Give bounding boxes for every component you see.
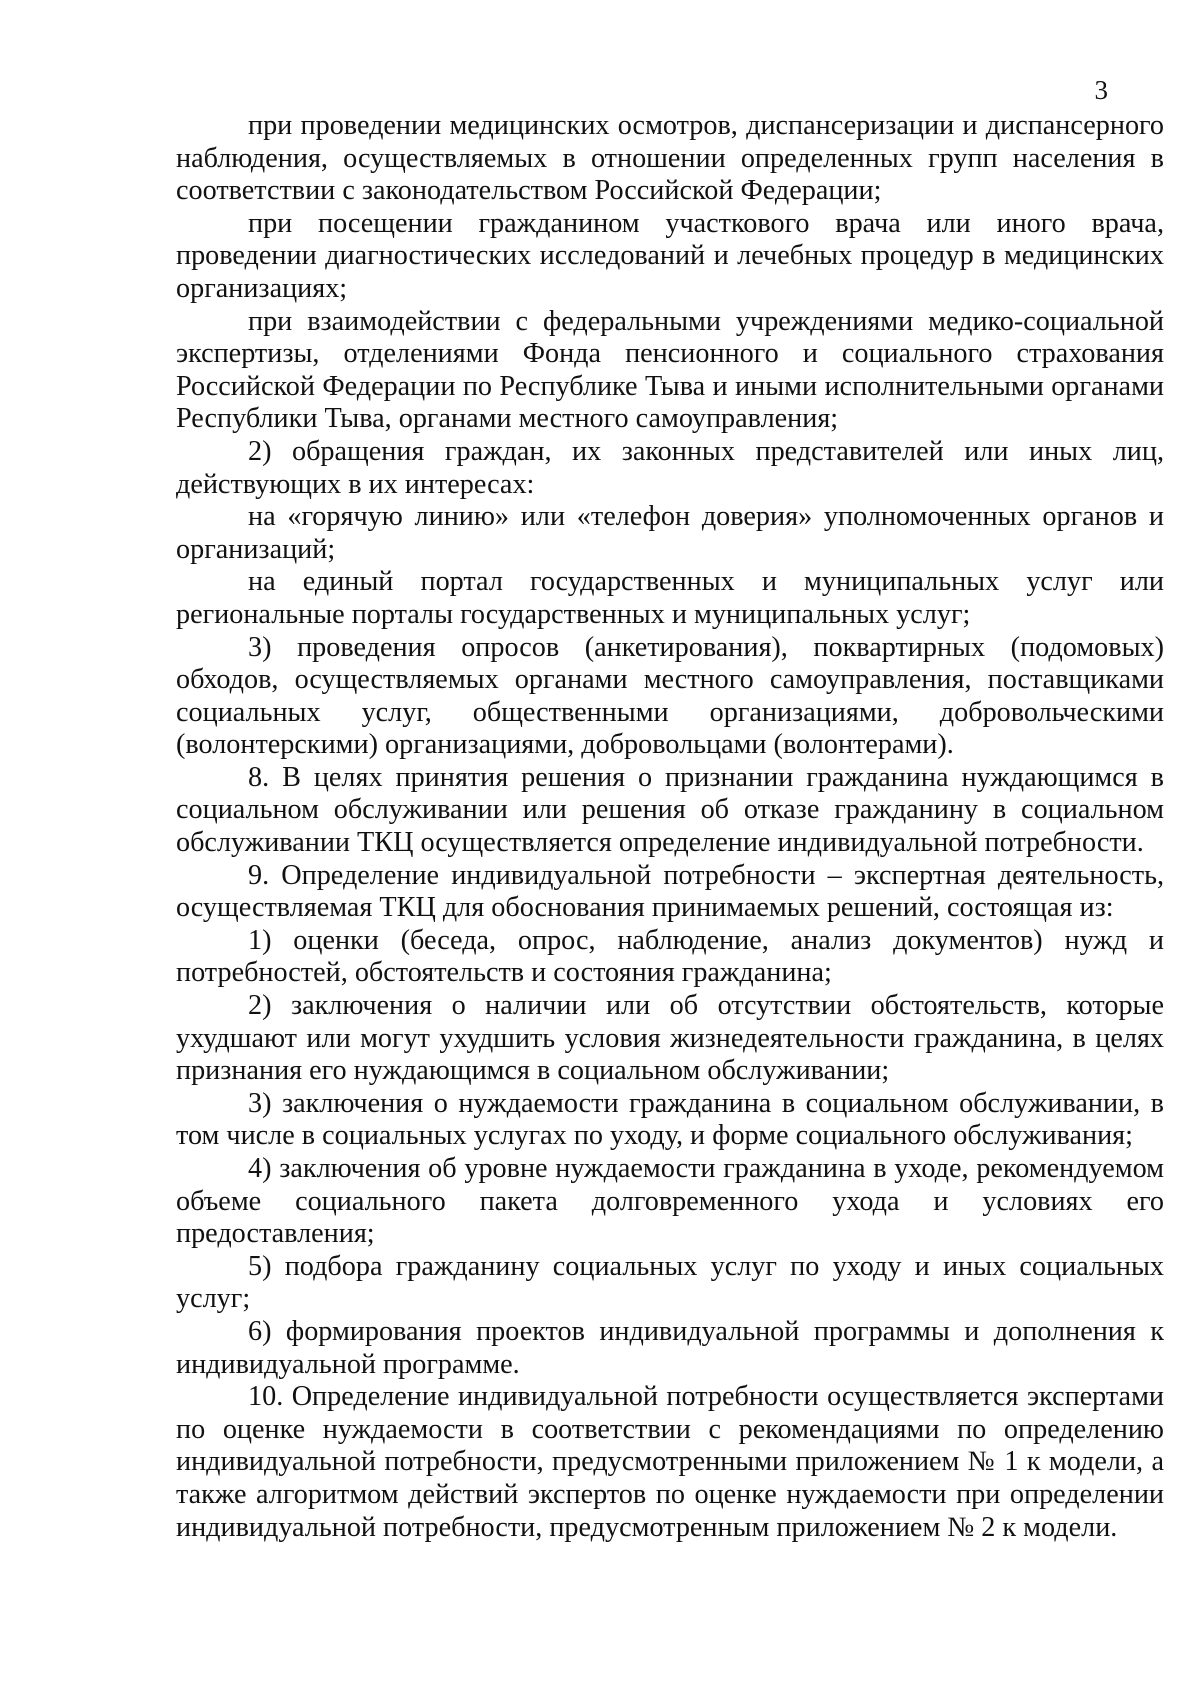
- paragraph: при проведении медицинских осмотров, диспансеризации и диспансерного наблюдения, осуществляемых в отношении определенных групп населения в соответствии с законодательством Российской Федерации;: [176, 110, 1164, 207]
- paragraph: 3) заключения о нуждаемости гражданина в социальном обслуживании, в том числе в социальных услугах по уходу, и форме социального обслуживания;: [176, 1087, 1164, 1152]
- paragraph: 2) заключения о наличии или об отсутствии обстоятельств, которые ухудшают или могут ухудшить условия жизнедеятельности гражданина, в целях признания его нуждающимся в социальном обслуживании;: [176, 990, 1164, 1087]
- paragraph: 5) подбора гражданину социальных услуг по уходу и иных социальных услуг;: [176, 1250, 1164, 1315]
- paragraph: 10. Определение индивидуальной потребности осуществляется экспертами по оценке нуждаемости в соответствии с рекомендациями по определению индивидуальной потребности, предусмотренными приложением № 1 к модели, а также алгоритмом действий экспертов по оценке нуждаемости при определении индивидуальной потребности, предусмотренным приложением № 2 к модели.: [176, 1381, 1164, 1543]
- paragraph: 4) заключения об уровне нуждаемости гражданина в уходе, рекомендуемом объеме социального пакета долговременного ухода и условиях его предоставления;: [176, 1153, 1164, 1250]
- paragraph: на «горячую линию» или «телефон доверия» уполномоченных органов и организаций;: [176, 501, 1164, 565]
- paragraph: 1) оценки (беседа, опрос, наблюдение, анализ документов) нужд и потребностей, обстоятельств и состояния гражданина;: [176, 924, 1164, 989]
- paragraph: 2) обращения граждан, их законных представителей или иных лиц, действующих в их интересах:: [176, 435, 1164, 500]
- paragraph: 8. В целях принятия решения о признании гражданина нуждающимся в социальном обслуживании или решения об отказе гражданину в социальном обслуживании ТКЦ осуществляется определение индивидуальной потребности.: [176, 761, 1164, 859]
- paragraph: при посещении гражданином участкового врача или иного врача, проведении диагностических исследований и лечебных процедур в медицинских организациях;: [176, 207, 1164, 304]
- paragraph: 9. Определение индивидуальной потребности – экспертная деятельность, осуществляемая ТКЦ для обоснования принимаемых решений, состоящая из:: [176, 859, 1164, 924]
- paragraph: 6) формирования проектов индивидуальной программы и дополнения к индивидуальной программе.: [176, 1315, 1164, 1380]
- paragraph: 3) проведения опросов (анкетирования), поквартирных (подомовых) обходов, осуществляемых органами местного самоуправления, поставщиками социальных услуг, общественными организациями, добровольческими (волонтерскими) организациями, добровольцами (волонтерами).: [176, 631, 1164, 761]
- paragraph: на единый портал государственных и муниципальных услуг или региональные порталы государственных и муниципальных услуг;: [176, 566, 1164, 630]
- page-number: 3: [1094, 75, 1108, 105]
- paragraph: при взаимодействии с федеральными учреждениями медико-социальной экспертизы, отделениями Фонда пенсионного и социального страхования Российской Федерации по Республике Тыва и иными исполнительными органами Республики Тыва, органами местного самоуправления;: [176, 305, 1164, 435]
- document-body: [176, 110, 1164, 1544]
